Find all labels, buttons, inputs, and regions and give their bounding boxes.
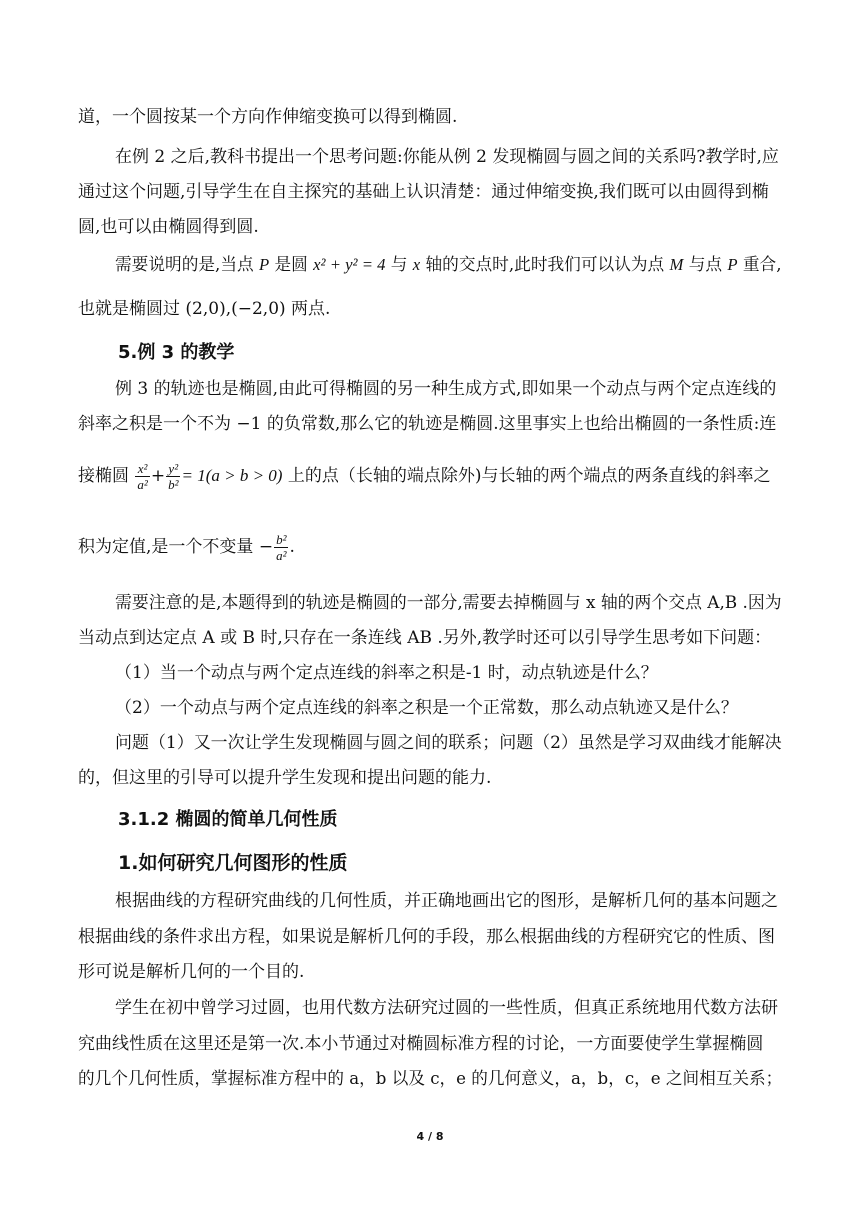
math-equation: = 1(a > b > 0) bbox=[181, 466, 283, 485]
text-span: 需要说明的是,当点 bbox=[115, 255, 260, 275]
denominator: a² bbox=[276, 548, 287, 563]
denominator: a² bbox=[137, 477, 148, 492]
list-item: （1）当一个动点与两个定点连线的斜率之积是-1 时，动点轨迹是什么？ bbox=[115, 663, 658, 683]
numerator: b² bbox=[276, 532, 287, 547]
text-span: 重合, bbox=[737, 255, 782, 275]
fraction-x2-a2 bbox=[135, 461, 149, 492]
page-number: 4 / 8 bbox=[416, 1130, 444, 1143]
text-line: 圆,也可以由椭圆得到圆. bbox=[78, 217, 259, 237]
text-line: 形可说是解析几何的一个目的. bbox=[78, 962, 305, 982]
text-span: 积为定值,是一个不变量 bbox=[78, 537, 259, 557]
text-span: 与 bbox=[385, 255, 413, 275]
text-line: 也就是椭圆过 (2,0),(−2,0) 两点. bbox=[78, 299, 331, 319]
math-var: x bbox=[412, 255, 421, 274]
math-equation: x² + y² = 4 bbox=[313, 255, 386, 274]
text-line: 究曲线性质在这里还是第一次.本小节通过对椭圆标准方程的讨论，一方面要使学生掌握椭圆 bbox=[78, 1034, 764, 1054]
section-heading: 3.1.2 椭圆的简单几何性质 bbox=[118, 809, 338, 830]
text-line: 问题（1）又一次让学生发现椭圆与圆之间的联系；问题（2）虽然是学习双曲线才能解决 bbox=[115, 733, 782, 753]
list-item: （2）一个动点与两个定点连线的斜率之积是一个正常数，那么动点轨迹又是什么？ bbox=[115, 698, 738, 718]
text-line bbox=[78, 530, 295, 564]
text-span: 是圆 bbox=[269, 255, 314, 275]
math-var: P bbox=[259, 255, 270, 274]
text-line: 斜率之积是一个不为 −1 的负常数,那么它的轨迹是椭圆.这里事实上也给出椭圆的一条性质:连 bbox=[78, 414, 777, 434]
text-line bbox=[115, 254, 782, 276]
text-line: 需要注意的是,本题得到的轨迹是椭圆的一部分,需要去掉椭圆与 x 轴的两个交点 A,B .因为 bbox=[115, 593, 782, 613]
numerator: y² bbox=[166, 461, 180, 477]
math-var: M bbox=[669, 255, 684, 274]
text-line: 通过这个问题,引导学生在自主探究的基础上认识清楚：通过伸缩变换,我们既可以由圆得到椭 bbox=[78, 182, 769, 202]
section-heading: 5.例 3 的教学 bbox=[118, 342, 235, 363]
denominator: b² bbox=[168, 477, 179, 492]
text-line: 在例 2 之后,教科书提出一个思考问题:你能从例 2 发现椭圆与圆之间的关系吗?教学时,应 bbox=[115, 147, 779, 167]
text-line: 根据曲线的方程研究曲线的几何性质，并正确地画出它的图形，是解析几何的基本问题之 bbox=[115, 891, 778, 911]
math-var: P bbox=[727, 255, 738, 274]
text-span: 接椭圆 bbox=[78, 466, 135, 486]
text-line: 根据曲线的条件求出方程，如果说是解析几何的手段，那么根据曲线的方程研究它的性质、图 bbox=[78, 927, 775, 947]
fraction-y2-b2 bbox=[166, 461, 180, 492]
text-span: . bbox=[289, 537, 295, 557]
text-span: 与点 bbox=[683, 255, 728, 275]
text-span: 上的点（长轴的端点除外)与长轴的两个端点的两条直线的斜率之 bbox=[282, 466, 771, 486]
text-line: 例 3 的轨迹也是椭圆,由此可得椭圆的另一种生成方式,即如果一个动点与两个定点连线的 bbox=[115, 379, 777, 399]
text-line: 的，但这里的引导可以提升学生发现和提出问题的能力. bbox=[78, 768, 492, 788]
section-heading: 1.如何研究几何图形的性质 bbox=[118, 852, 348, 874]
text-line: 道，一个圆按某一个方向作伸缩变换可以得到椭圆. bbox=[78, 107, 458, 127]
text-line: 接椭圆 $\frac{\text{x²}}{\text{a²}}$ + $\frac{\text{y²}}{\text{b²}}$ = 1(a > b > 0) 上的点（长轴的端点除外)与长轴的两个端点的两条直线的斜率之 bbox=[78, 461, 771, 492]
text-line: 学生在初中曾学习过圆，也用代数方法研究过圆的一些性质，但真正系统地用代数方法研 bbox=[115, 998, 778, 1018]
text-line: 当动点到达定点 A 或 B 时,只存在一条连线 AB .另外,教学时还可以引导学生思考如下问题： bbox=[78, 628, 772, 648]
text-span: 轴的交点时,此时我们可以认为点 bbox=[420, 255, 670, 275]
fraction-b2-a2 bbox=[274, 532, 288, 563]
text-line: 的几个几何性质，掌握标准方程中的 a，b 以及 c，e 的几何意义，a，b，c，e 之间相互关系； bbox=[78, 1069, 783, 1089]
numerator: x² bbox=[135, 461, 149, 477]
math-sign: − bbox=[258, 537, 274, 557]
